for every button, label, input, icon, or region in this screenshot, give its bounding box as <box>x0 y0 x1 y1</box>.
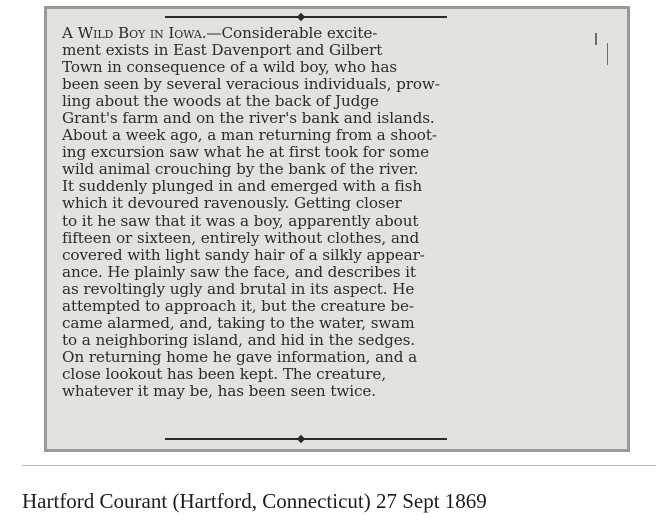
article-line: whatever it may be, has been seen twice. <box>62 381 377 400</box>
article-first-line <box>62 25 534 42</box>
article-line: ling about the woods at the back of Judge <box>62 92 379 111</box>
article-line: Town in consequence of a wild boy, who has <box>62 58 397 77</box>
article-line: ance. He plainly saw the face, and describes it <box>62 262 416 281</box>
article-headline: A Wild Boy in Iowa. <box>62 24 207 42</box>
article-first-line-rest: —Considerable excite- <box>206 24 378 42</box>
article-line: On returning home he gave information, and a <box>62 347 418 366</box>
source-caption: Hartford Courant (Hartford, Connecticut) 27 Sept 1869 <box>22 489 487 513</box>
article-line: Grant's farm and on the river's bank and islands. <box>62 109 435 128</box>
article-line: It suddenly plunged in and emerged with a fish <box>62 177 423 196</box>
article-line: ing excursion saw what he at first took for some <box>62 143 429 162</box>
article-line: close lookout has been kept. The creature, <box>62 364 387 383</box>
newspaper-clipping <box>44 6 630 452</box>
article-line: ment exists in East Davenport and Gilbert <box>62 41 383 60</box>
rule-ornament <box>297 13 305 21</box>
article-line: fifteen or sixteen, entirely without clothes, and <box>62 228 420 247</box>
article-line: wild animal crouching by the bank of the river. <box>62 160 419 179</box>
article-line: attempted to approach it, but the creature be- <box>62 296 414 315</box>
caption-divider <box>22 465 656 466</box>
article-line: to it he saw that it was a boy, apparently about <box>62 211 419 230</box>
article-line: which it devoured ravenously. Getting closer <box>62 194 402 213</box>
article-line: covered with light sandy hair of a silkly appear- <box>62 245 425 264</box>
paper-speck <box>607 43 608 65</box>
article-line: been seen by several veracious individuals, prow- <box>62 75 440 94</box>
article-text <box>62 25 534 400</box>
article-line: came alarmed, and, taking to the water, swam <box>62 313 415 332</box>
article-line: to a neighboring island, and hid in the sedges. <box>62 330 416 349</box>
rule-ornament <box>297 435 305 443</box>
article-line: About a week ago, a man returning from a shoot- <box>62 126 437 145</box>
top-ornamental-rule <box>165 16 447 18</box>
article-line: as revoltingly ugly and brutal in its aspect. He <box>62 279 415 298</box>
bottom-ornamental-rule <box>165 438 447 440</box>
paper-speck <box>595 33 597 45</box>
